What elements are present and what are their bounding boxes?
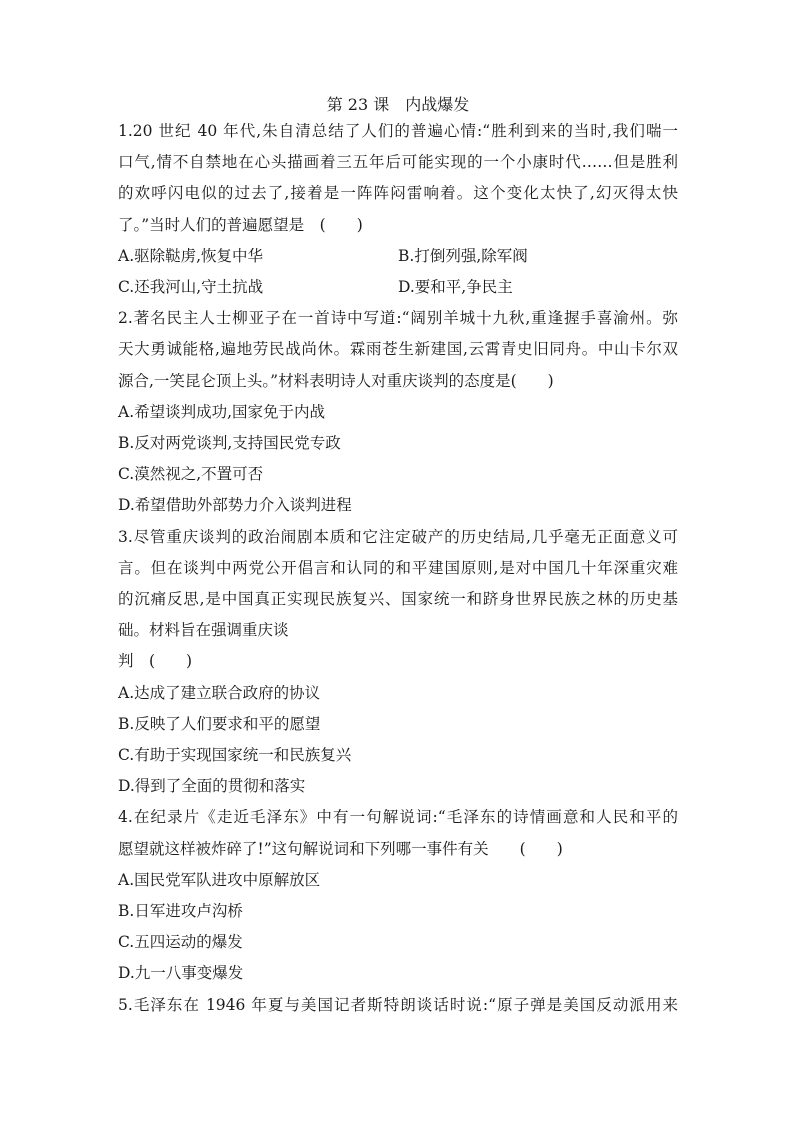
question-4-option-a: A.国民党军队进攻中原解放区 [118,870,321,889]
question-1 [118,116,678,303]
question-4-option-d: D.九一八事变爆发 [118,964,244,983]
question-1-option-c: C.还我河山,守土抗战 [118,278,264,297]
question-4-line-2: 愿望就这样被炸碎了!”这句解说词和下列哪一事件有关 ( ) [118,839,563,858]
question-1-options-row-1 [118,241,678,272]
question-2-line-1: 2.著名民主人士柳亚子在一首诗中写道:“阔别羊城十九秋,重逢握手喜渝州。弥 [118,309,678,328]
question-3-line-1: 3.尽管重庆谈判的政治闹剧本质和它注定破产的历史结局,几乎毫无正面意义可 [118,527,678,546]
question-2-line-3: 源合,一笑昆仑顶上头。”材料表明诗人对重庆谈判的态度是( ) [118,371,554,390]
question-1-option-d: D.要和平,争民主 [398,278,513,297]
question-4 [118,802,678,989]
question-3-option-a: A.达成了建立联合政府的协议 [118,683,321,702]
question-4-line-1: 4.在纪录片《走近毛泽东》中有一句解说词:“毛泽东的诗情画意和人民和平的 [118,808,678,827]
question-3-line-4: 础。材料旨在强调重庆谈 [118,621,289,640]
question-3-line-5: 判 ( ) [118,652,193,671]
question-2-option-b: B.反对两党谈判,支持国民党专政 [118,434,341,453]
question-2-line-2: 天大勇诚能格,遍地劳民战尚休。霖雨苍生新建国,云霄青史旧同舟。中山卡尔双 [118,340,678,359]
question-3-option-b: B.反映了人们要求和平的愿望 [118,714,321,733]
question-5-line-1: 5.毛泽东在 1946 年夏与美国记者斯特朗谈话时说:“原子弹是美国反动派用来 [118,995,678,1014]
question-2-option-a: A.希望谈判成功,国家免于内战 [118,402,326,421]
document-page [118,94,678,1021]
question-5 [118,990,678,1021]
question-3-line-2: 言。但在谈判中两党公开倡言和认同的和平建国原则,是对中国几十年深重灾难 [118,558,678,577]
question-1-line-1: 1.20 世纪 40 年代,朱自清总结了人们的普遍心情:“胜利到来的当时,我们喘一 [118,122,678,140]
question-3 [118,522,678,803]
question-3-option-c: C.有助于实现国家统一和民族复兴 [118,746,352,765]
question-1-options-row-2 [118,272,678,303]
question-4-option-c: C.五四运动的爆发 [118,933,243,952]
question-4-option-b: B.日军进攻卢沟桥 [118,902,243,921]
question-1-option-b: B.打倒列强,除军阀 [398,246,528,265]
question-2-option-c: C.漠然视之,不置可否 [118,465,264,484]
question-3-option-d: D.得到了全面的贯彻和落实 [118,777,306,796]
page-title: 第 23 课 内战爆发 [326,95,470,114]
question-1-line-4: 了。”当时人们的普遍愿望是 ( ) [118,215,363,234]
question-2 [118,303,678,521]
question-3-line-3: 的沉痛反思,是中国真正实现民族复兴、国家统一和跻身世界民族之林的历史基 [118,590,678,609]
question-1-option-a: A.驱除鞑虏,恢复中华 [118,246,264,265]
question-1-line-3: 的欢呼闪电似的过去了,接着是一阵阵闷雷响着。这个变化太快了,幻灭得太快 [118,184,678,203]
question-2-option-d: D.希望借助外部势力介入谈判进程 [118,496,352,515]
question-1-line-2: 口气,情不自禁地在心头描画着三五年后可能实现的一个小康时代……但是胜利 [118,153,678,172]
